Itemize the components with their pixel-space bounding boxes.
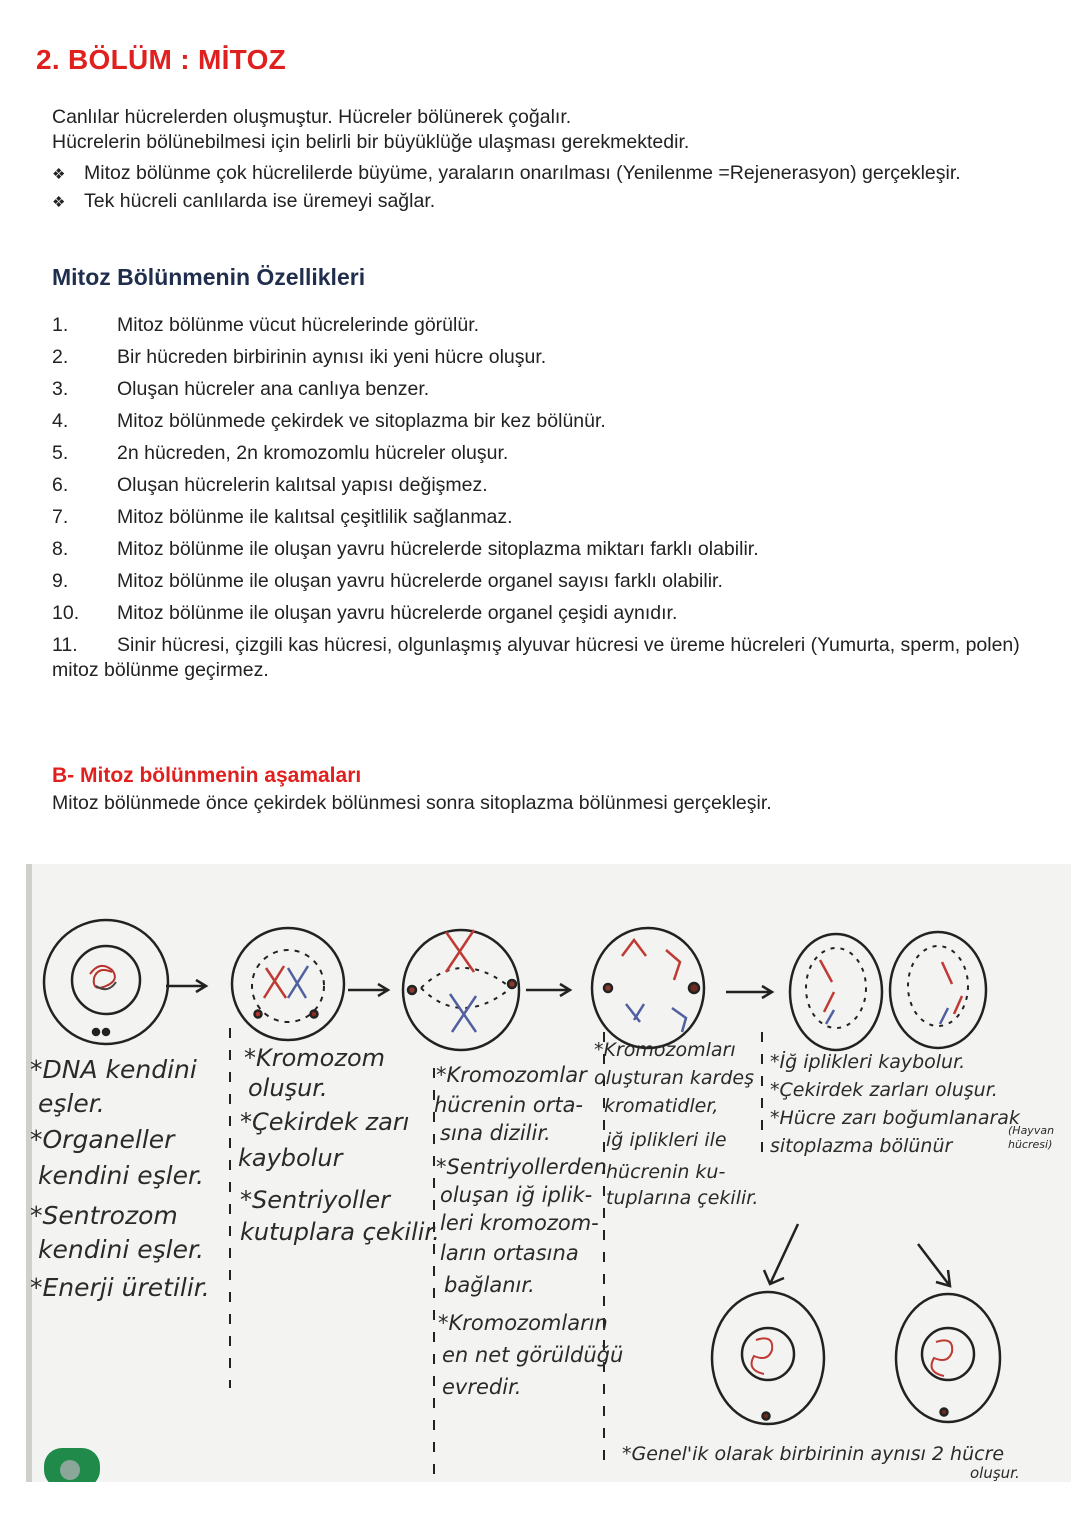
svg-text:sına dizilir.: sına dizilir. (440, 1121, 551, 1145)
svg-text:*Kromozomları: *Kromozomları (594, 1039, 736, 1061)
svg-text:*İğ iplikleri kaybolur.: *İğ iplikleri kaybolur. (770, 1051, 966, 1073)
svg-text:*Genel'ik olarak birbirinin ay: *Genel'ik olarak birbirinin aynısı 2 hücre (622, 1443, 1005, 1465)
diamond-bullet-icon: ❖ (52, 166, 66, 183)
intro-paragraph (52, 105, 689, 155)
svg-text:kutuplara çekilir.: kutuplara çekilir. (240, 1218, 440, 1246)
svg-text:*Sentrozom: *Sentrozom (30, 1201, 178, 1230)
features-heading: Mitoz Bölünmenin Özellikleri (52, 264, 366, 290)
bullet-list (52, 160, 961, 216)
list-item: 6. Oluşan hücrelerin kalıtsal yapısı değişmez. (52, 474, 488, 496)
magnet-icon (44, 1448, 100, 1482)
svg-text:ların ortasına: ların ortasına (440, 1241, 579, 1265)
svg-text:oluşur.: oluşur. (970, 1464, 1020, 1482)
section-b-text: Mitoz bölünmede önce çekirdek bölünmesi sonra sitoplazma bölünmesi gerçekleşir. (52, 792, 772, 814)
list-item: 9. Mitoz bölünme ile oluşan yavru hücrelerde organel sayısı farklı olabilir. (52, 570, 723, 592)
intro-line: Hücrelerin bölünebilmesi için belirli bir büyüklüğe ulaşması gerekmektedir. (52, 131, 690, 153)
list-item: 11. Sinir hücresi, çizgili kas hücresi, olgunlaşmış alyuvar hücresi ve üreme hücreleri (Yumurta, sperm, polen) mitoz bölünme geçirmez. (52, 634, 1020, 681)
list-item: 3. Oluşan hücreler ana canlıya benzer. (52, 378, 430, 400)
svg-text:oluşur.: oluşur. (248, 1074, 328, 1102)
features-list (52, 313, 1052, 690)
svg-text:*Enerji üretilir.: *Enerji üretilir. (30, 1273, 210, 1302)
svg-text:oluşturan kardeş: oluşturan kardeş (594, 1067, 754, 1089)
svg-text:oluşan iğ iplik-: oluşan iğ iplik- (440, 1183, 593, 1207)
svg-text:leri kromozom-: leri kromozom- (440, 1211, 599, 1235)
svg-text:*Kromozom: *Kromozom (244, 1044, 386, 1072)
svg-text:en net görüldüğü: en net görüldüğü (442, 1343, 624, 1367)
whiteboard-photo (26, 864, 1071, 1482)
svg-text:kaybolur: kaybolur (238, 1144, 343, 1172)
list-item: 5. 2n hücreden, 2n kromozomlu hücreler oluşur. (52, 442, 509, 464)
svg-text:*Organeller: *Organeller (30, 1125, 175, 1154)
svg-text:iğ iplikleri ile: iğ iplikleri ile (606, 1129, 727, 1151)
mitosis-whiteboard-drawing (26, 864, 1071, 1482)
svg-text:hücresi): hücresi) (1008, 1138, 1053, 1151)
page-title: 2. BÖLÜM : MİTOZ (36, 44, 287, 75)
svg-text:sitoplazma bölünür: sitoplazma bölünür (770, 1135, 953, 1157)
svg-text:(Hayvan: (Hayvan (1008, 1124, 1055, 1137)
svg-text:*Sentriyollerden: *Sentriyollerden (436, 1155, 607, 1179)
svg-text:kromatidler,: kromatidler, (604, 1095, 719, 1117)
svg-text:hücrenin ku-: hücrenin ku- (606, 1161, 726, 1183)
svg-text:evredir.: evredir. (442, 1375, 522, 1399)
list-item: 1. Mitoz bölünme vücut hücrelerinde görülür. (52, 314, 480, 336)
list-item: 10. Mitoz bölünme ile oluşan yavru hücrelerde organel çeşidi aynıdır. (52, 602, 678, 624)
svg-text:eşler.: eşler. (38, 1089, 105, 1118)
svg-text:*DNA kendini: *DNA kendini (30, 1055, 197, 1084)
svg-text:kendini eşler.: kendini eşler. (38, 1235, 204, 1264)
list-item: ❖ Tek hücreli canlılarda ise üremeyi sağlar. (52, 188, 961, 216)
svg-text:hücrenin orta-: hücrenin orta- (434, 1093, 584, 1117)
svg-text:kendini eşler.: kendini eşler. (38, 1161, 204, 1190)
list-item: 7. Mitoz bölünme ile kalıtsal çeşitlilik sağlanmaz. (52, 506, 513, 528)
svg-text:*Hücre zarı boğumlanarak: *Hücre zarı boğumlanarak (770, 1107, 1020, 1129)
svg-text:*Kromozomların: *Kromozomların (438, 1311, 608, 1335)
svg-text:tuplarına çekilir.: tuplarına çekilir. (606, 1187, 759, 1209)
list-item: ❖ Mitoz bölünme çok hücrelilerde büyüme, yaraların onarılması (Yenilenme =Rejenerasyon) gerçekleşir. (52, 160, 961, 188)
svg-text:bağlanır.: bağlanır. (444, 1273, 535, 1297)
list-item: 8. Mitoz bölünme ile oluşan yavru hücrelerde sitoplazma miktarı farklı olabilir. (52, 538, 759, 560)
diamond-bullet-icon: ❖ (52, 194, 66, 211)
svg-text:*Çekirdek zarları oluşur.: *Çekirdek zarları oluşur. (770, 1079, 998, 1101)
svg-text:*Kromozomlar: *Kromozomlar (436, 1063, 587, 1087)
list-item: 2. Bir hücreden birbirinin aynısı iki yeni hücre oluşur. (52, 346, 547, 368)
section-b-heading: B- Mitoz bölünmenin aşamaları (52, 764, 362, 787)
svg-text:*Çekirdek zarı: *Çekirdek zarı (240, 1108, 410, 1136)
list-item: 4. Mitoz bölünmede çekirdek ve sitoplazma bir kez bölünür. (52, 410, 606, 432)
svg-text:*Sentriyoller: *Sentriyoller (240, 1186, 391, 1214)
intro-line: Canlılar hücrelerden oluşmuştur. Hücreler bölünerek çoğalır. (52, 106, 572, 128)
